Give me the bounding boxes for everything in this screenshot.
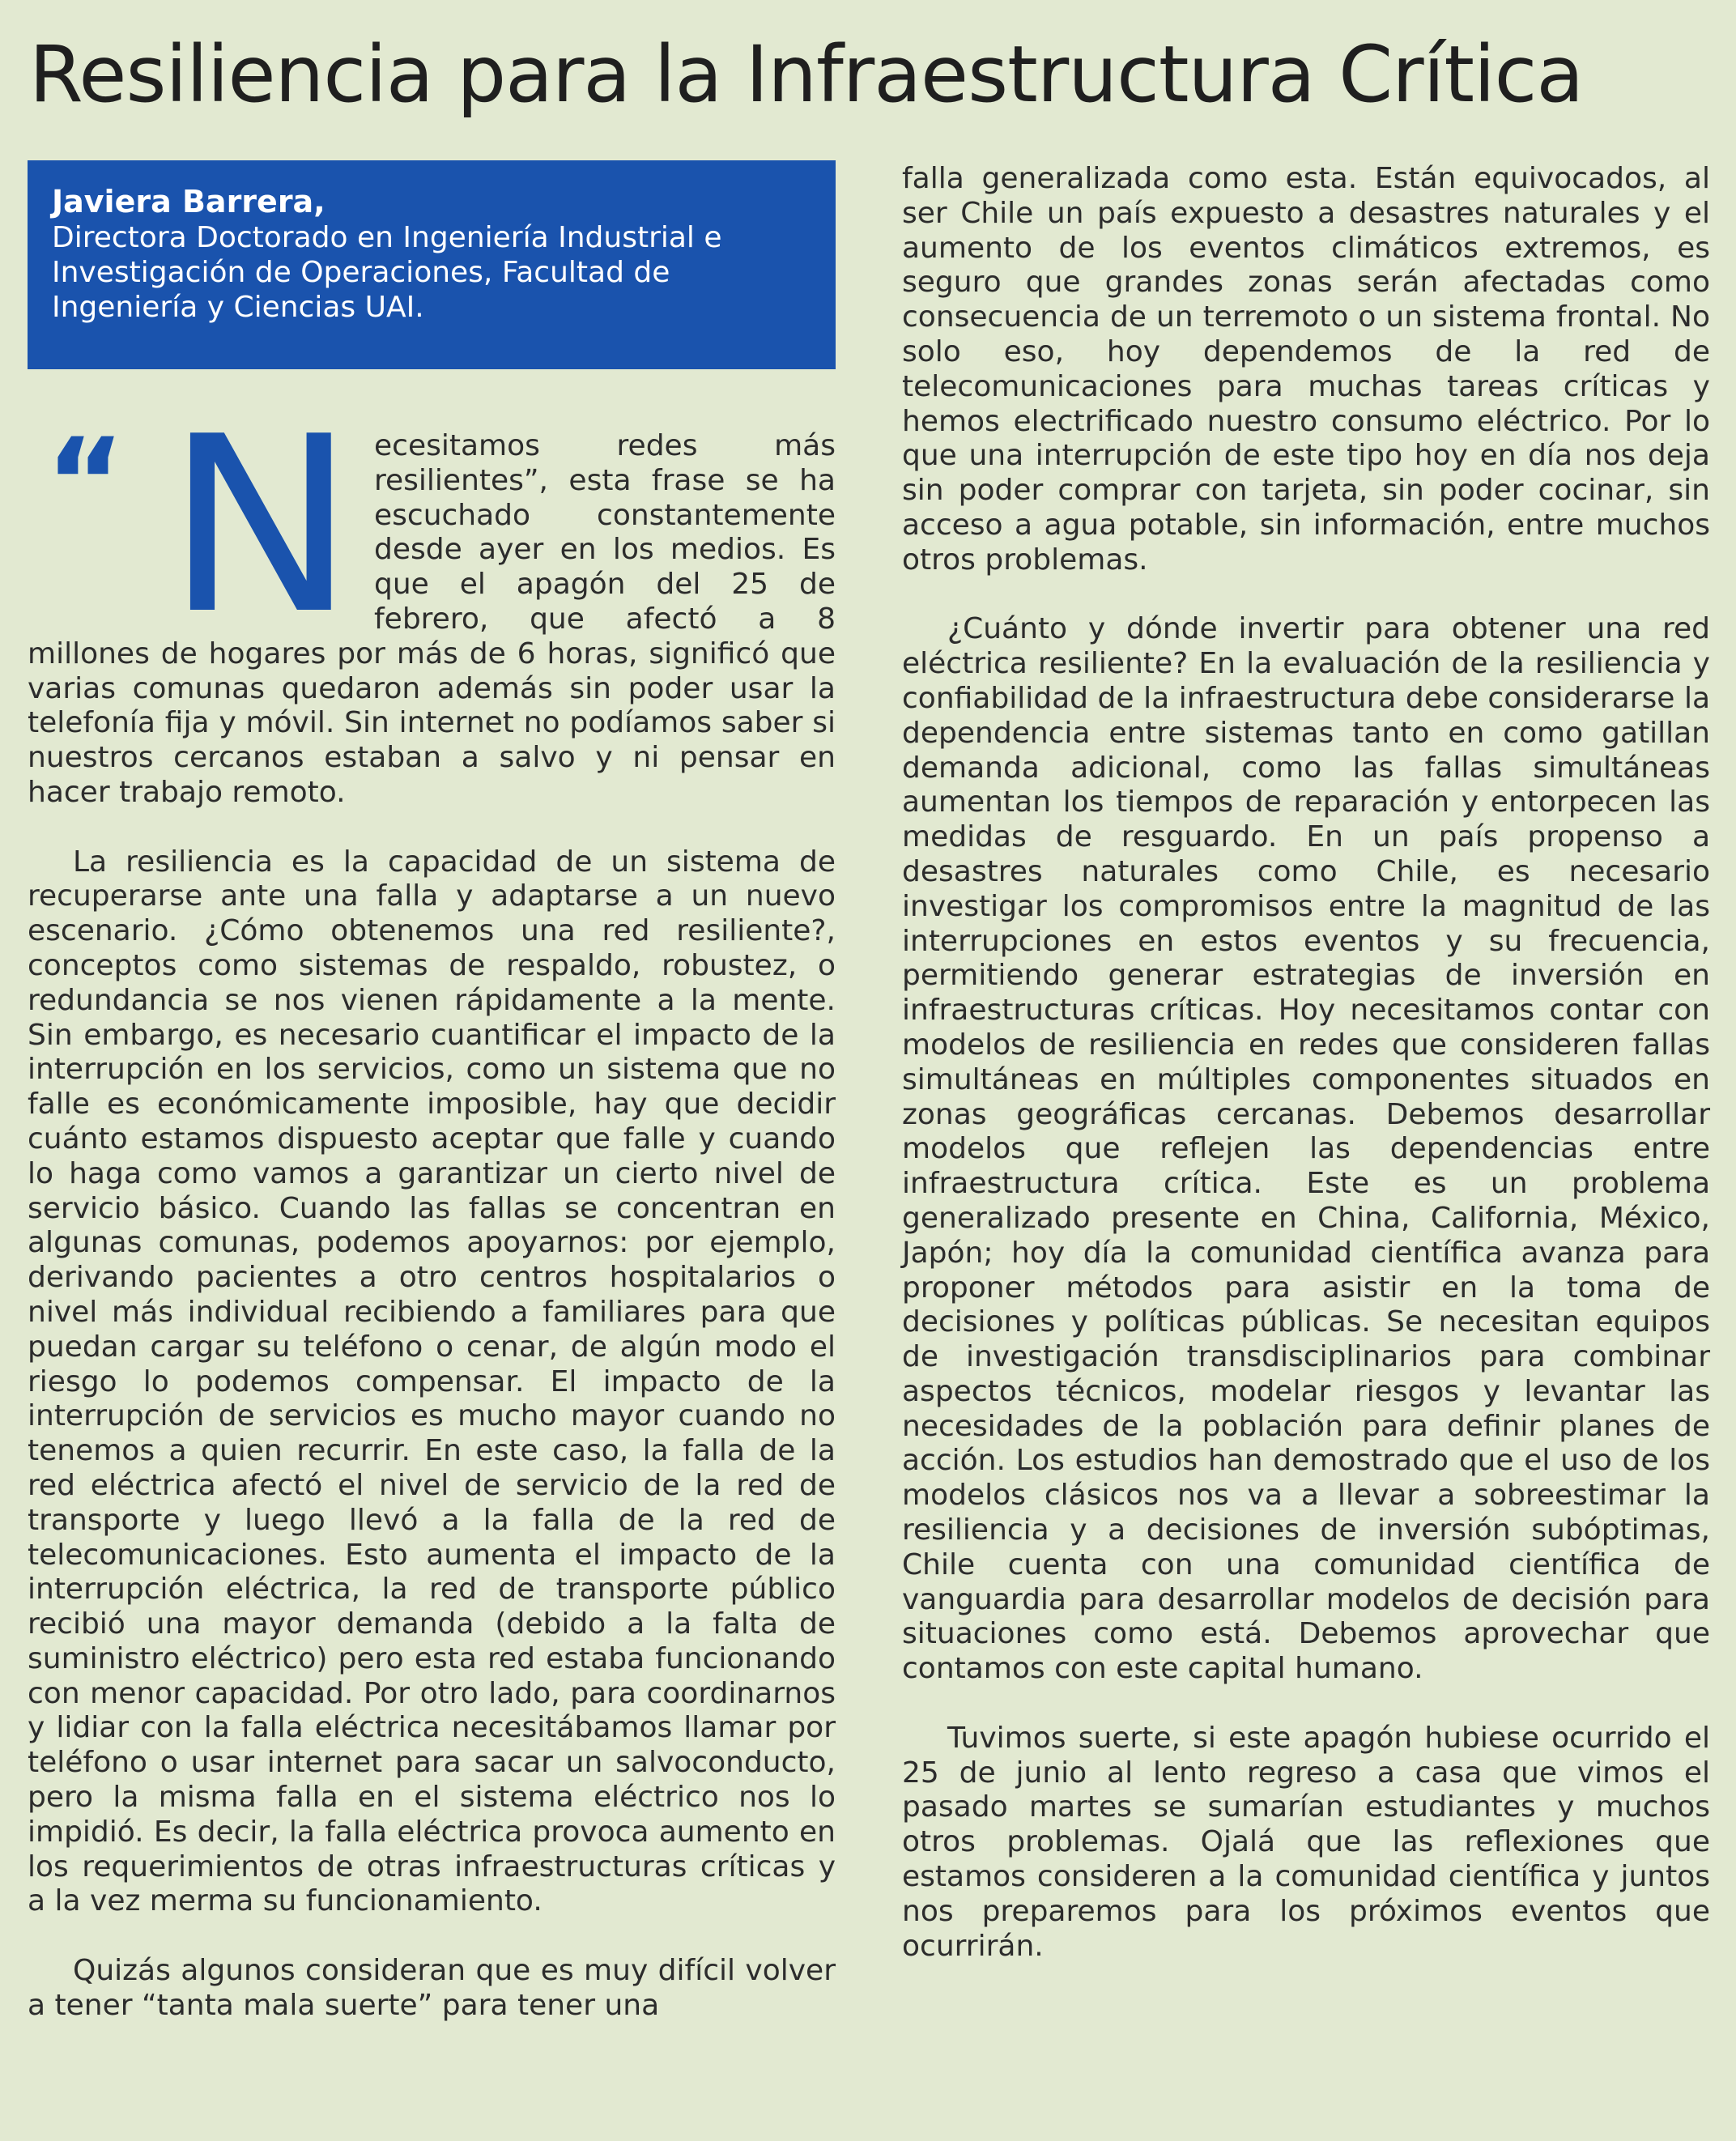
author-role: Directora Doctorado en Ingeniería Industrial e Investigación de Operaciones, Facultad de Ingeniería y Ciencias UAI. xyxy=(52,221,722,324)
drop-cap xyxy=(28,385,374,667)
quote-mark-icon: “ xyxy=(45,413,126,554)
article-column-right xyxy=(902,162,1710,1964)
article-column-left xyxy=(28,385,836,2024)
lead-paragraph: ecesitamos redes más resilientes”, esta frase se ha escuchado constantemente desde ayer en los medios. Es que el apagón del 25 de febrero, que afectó a 8 millones de hogares por más de 6 horas, significó que varias comunas quedaron además sin poder usar la telefonía fija y móvil. Sin internet no podíamos saber si nuestros cercanos estaban a salvo y ni pensar en hacer trabajo remoto. xyxy=(28,429,836,809)
paragraph-2: La resiliencia es la capacidad de un sistema de recuperarse ante una falla y adaptarse a un nuevo escenario. ¿Cómo obtenemos una red resiliente?, conceptos como sistemas de respaldo, robustez, o redundancia se nos vienen rápidamente a la mente. Sin embargo, es necesario cuantificar el impacto de la interrupción en los servicios, como un sistema que no falle es económicamente imposible, hay que decidir cuánto estamos dispuesto aceptar que falle y cuando lo haga como vamos a garantizar un cierto nivel de servicio básico. Cuando las fallas se concentran en algunas comunas, podemos apoyarnos: por ejemplo, derivando pacientes a otro centros hospitalarios o nivel más individual recibiendo a familiares para que puedan cargar su teléfono o cenar, de algún modo el riesgo lo podemos compensar. El impacto de la interrupción de servicios es mucho mayor cuando no tenemos a quien recurrir. En este caso, la falla de la red eléctrica afectó el nivel de servicio de la red de transporte y luego llevó a la falla de la red de telecomunicaciones. Esto aumenta el impacto de la interrupción eléctrica, la red de transporte público recibió una mayor demanda (debido a la falta de suministro eléctrico) pero esta red estaba funcionando con menor capacidad. Por otro lado, para coordinarnos y lidiar con la falla eléctrica necesitábamos llamar por teléfono o usar internet para sacar un salvoconducto, pero la misma falla en el sistema eléctrico nos lo impidió. Es decir, la falla eléctrica provoca aumento en los requerimientos de otras infraestructuras críticas y a la vez merma su funcionamiento. xyxy=(28,845,836,1918)
paragraph-5: Tuvimos suerte, si este apagón hubiese ocurrido el 25 de junio al lento regreso a casa que vimos el pasado martes se sumarían estudiantes y muchos otros problemas. Ojalá que las reflexiones que estamos consideren a la comunidad científica y juntos nos preparemos para los próximos eventos que ocurrirán. xyxy=(902,1721,1710,1963)
lead-paragraph-block xyxy=(28,385,836,811)
author-name: Javiera Barrera, xyxy=(52,184,326,219)
author-box xyxy=(28,160,836,369)
paragraph-3-start: Quizás algunos consideran que es muy difícil volver a tener “tanta mala suerte” para tener una xyxy=(28,1954,836,2022)
drop-cap-letter: N xyxy=(165,385,356,667)
paragraph-4: ¿Cuánto y dónde invertir para obtener una red eléctrica resiliente? En la evaluación de la resiliencia y confiabilidad de la infraestructura debe considerarse la dependencia entre sistemas tanto en como gatillan demanda adicional, como las fallas simultáneas aumentan los tiempos de reparación y entorpecen las medidas de resguardo. En un país propenso a desastres naturales como Chile, es necesario investigar los compromisos entre la magnitud de las interrupciones en estos eventos y su frecuencia, permitiendo generar estrategias de inversión en infraestructuras críticas. Hoy necesitamos contar con modelos de resiliencia en redes que consideren fallas simultáneas en múltiples componentes situados en zonas geográficas cercanas. Debemos desarrollar modelos que reflejen las dependencias entre infraestructura crítica. Este es un problema generalizado presente en China, California, México, Japón; hoy día la comunidad científica avanza para proponer métodos para asistir en la toma de decisiones y políticas públicas. Se necesitan equipos de investigación transdisciplinarios para combinar aspectos técnicos, modelar riesgos y levantar las necesidades de la población para definir planes de acción. Los estudios han demostrado que el uso de los modelos clásicos nos va a llevar a sobreestimar la resiliencia y a decisiones de inversión subóptimas, Chile cuenta con una comunidad científica de vanguardia para desarrollar modelos de decisión para situaciones como está. Debemos aprovechar que contamos con este capital humano. xyxy=(902,612,1710,1686)
paragraph-3-end: falla generalizada como esta. Están equivocados, al ser Chile un país expuesto a desastres naturales y el aumento de los eventos climáticos extremos, es seguro que grandes zonas serán afectadas como consecuencia de un terremoto o un sistema frontal. No solo eso, hoy dependemos de la red de telecomunicaciones para muchas tareas críticas y hemos electrificado nuestro consumo eléctrico. Por lo que una interrupción de este tipo hoy en día nos deja sin poder comprar con tarjeta, sin poder cocinar, sin acceso a agua potable, sin información, entre muchos otros problemas. xyxy=(902,162,1710,577)
article-title: Resiliencia para la Infraestructura Crítica xyxy=(29,29,1584,120)
